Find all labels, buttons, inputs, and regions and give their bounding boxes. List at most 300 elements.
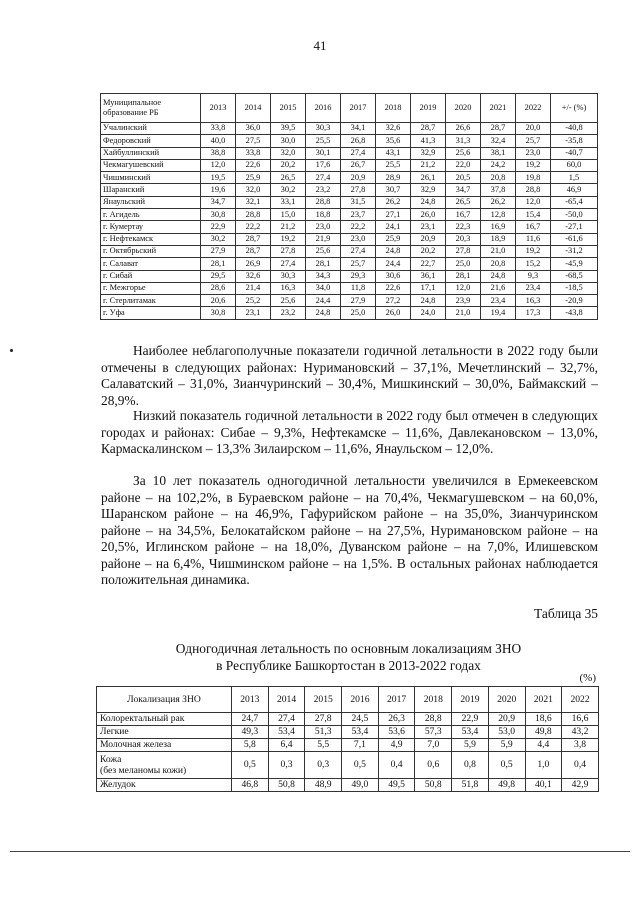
margin-dot <box>10 349 13 352</box>
mortality-value-cell: 16,3 <box>271 282 306 294</box>
table2-header-year: 2015 <box>305 687 342 713</box>
table-row <box>101 147 598 159</box>
paragraph-low-indicators <box>101 408 598 458</box>
table1-header-year: 2018 <box>376 94 411 123</box>
mortality-value-cell: 5,9 <box>452 739 489 752</box>
table-row <box>101 196 598 208</box>
footer-divider <box>10 851 630 852</box>
mortality-value-cell: 25,0 <box>341 307 376 319</box>
mortality-value-cell: 25,5 <box>306 135 341 147</box>
table1-body <box>101 123 598 320</box>
mortality-value-cell: 21,0 <box>481 245 516 257</box>
mortality-value-cell: 32,1 <box>236 196 271 208</box>
table-row <box>101 282 598 294</box>
mortality-value-cell: 0,4 <box>378 752 415 779</box>
table-caption-line: Одногодичная летальность по основным локализациям ЗНО <box>175 641 522 656</box>
localization-name <box>97 752 232 779</box>
mortality-value-cell: 4,4 <box>525 739 562 752</box>
mortality-value-cell: 23,1 <box>236 307 271 319</box>
table-row <box>97 713 599 726</box>
mortality-value-cell: 23,0 <box>516 147 551 159</box>
table-label: Таблица 35 <box>534 606 598 621</box>
mortality-value-cell: 26,1 <box>411 172 446 184</box>
mortality-value-cell: 28,9 <box>376 172 411 184</box>
municipality-name: Хайбуллинский <box>101 147 201 159</box>
mortality-value-cell: 25,6 <box>271 295 306 307</box>
mortality-value-cell: 16,9 <box>481 221 516 233</box>
change-percent-cell: -40,7 <box>551 147 598 159</box>
table2-header-year: 2020 <box>488 687 525 713</box>
mortality-value-cell: 28,8 <box>516 184 551 196</box>
mortality-value-cell: 28,1 <box>306 258 341 270</box>
change-percent-cell: -18,5 <box>551 282 598 294</box>
mortality-value-cell: 22,0 <box>446 159 481 171</box>
mortality-value-cell: 28,6 <box>201 282 236 294</box>
mortality-value-cell: 30,7 <box>376 184 411 196</box>
mortality-value-cell: 23,2 <box>306 184 341 196</box>
mortality-value-cell: 26,5 <box>271 172 306 184</box>
table1-header-year: 2014 <box>236 94 271 123</box>
table2-header-year: 2016 <box>342 687 379 713</box>
mortality-value-cell: 27,5 <box>236 135 271 147</box>
mortality-by-localization-table <box>96 686 599 792</box>
mortality-value-cell: 17,3 <box>516 307 551 319</box>
mortality-value-cell: 28,8 <box>415 713 452 726</box>
change-percent-cell: -65,4 <box>551 196 598 208</box>
mortality-value-cell: 53,4 <box>452 726 489 739</box>
table2-header-year: 2017 <box>378 687 415 713</box>
mortality-value-cell: 24,8 <box>306 307 341 319</box>
mortality-value-cell: 25,9 <box>376 233 411 245</box>
table1-header-name: Муниципальное образование РБ <box>101 94 201 123</box>
mortality-value-cell: 28,8 <box>236 209 271 221</box>
mortality-value-cell: 30,6 <box>376 270 411 282</box>
mortality-value-cell: 15,4 <box>516 209 551 221</box>
table1-header-year: 2020 <box>446 94 481 123</box>
mortality-value-cell: 30,8 <box>201 209 236 221</box>
mortality-value-cell: 12,8 <box>481 209 516 221</box>
table-row <box>101 159 598 171</box>
mortality-value-cell: 12,0 <box>446 282 481 294</box>
municipality-name: Шаранский <box>101 184 201 196</box>
mortality-value-cell: 21,9 <box>306 233 341 245</box>
change-percent-cell: -20,9 <box>551 295 598 307</box>
table-row <box>97 779 599 792</box>
municipality-name: г. Уфа <box>101 307 201 319</box>
mortality-value-cell: 27,2 <box>376 295 411 307</box>
mortality-value-cell: 23,4 <box>516 282 551 294</box>
mortality-value-cell: 25,6 <box>306 245 341 257</box>
mortality-value-cell: 16,7 <box>446 209 481 221</box>
table2-header-year: 2014 <box>268 687 305 713</box>
mortality-value-cell: 49,8 <box>488 779 525 792</box>
mortality-value-cell: 25,6 <box>446 147 481 159</box>
mortality-value-cell: 19,4 <box>481 307 516 319</box>
mortality-value-cell: 26,5 <box>446 196 481 208</box>
mortality-value-cell: 20,6 <box>201 295 236 307</box>
mortality-value-cell: 17,6 <box>306 159 341 171</box>
mortality-value-cell: 33,8 <box>201 123 236 135</box>
mortality-value-cell: 23,1 <box>411 221 446 233</box>
mortality-value-cell: 23,0 <box>306 221 341 233</box>
mortality-value-cell: 23,0 <box>341 233 376 245</box>
mortality-value-cell: 20,9 <box>488 713 525 726</box>
mortality-value-cell: 12,0 <box>201 159 236 171</box>
mortality-value-cell: 53,6 <box>378 726 415 739</box>
mortality-value-cell: 24,0 <box>411 307 446 319</box>
table2-header-year: 2018 <box>415 687 452 713</box>
mortality-value-cell: 19,2 <box>516 159 551 171</box>
mortality-value-cell: 27,8 <box>341 184 376 196</box>
mortality-value-cell: 36,1 <box>411 270 446 282</box>
mortality-value-cell: 26,6 <box>446 123 481 135</box>
mortality-value-cell: 37,8 <box>481 184 516 196</box>
table-row <box>97 752 599 779</box>
mortality-value-cell: 43,2 <box>562 726 599 739</box>
table-row <box>97 739 599 752</box>
change-percent-cell: 46,9 <box>551 184 598 196</box>
mortality-value-cell: 27,1 <box>376 209 411 221</box>
mortality-value-cell: 24,5 <box>342 713 379 726</box>
mortality-value-cell: 27,8 <box>271 245 306 257</box>
municipality-name: Федоровский <box>101 135 201 147</box>
mortality-value-cell: 23,2 <box>271 307 306 319</box>
change-percent-cell: -68,5 <box>551 270 598 282</box>
mortality-value-cell: 5,8 <box>232 739 269 752</box>
localization-name-line: (без меланомы кожи) <box>100 765 187 776</box>
mortality-value-cell: 42,9 <box>562 779 599 792</box>
mortality-value-cell: 24,8 <box>376 245 411 257</box>
mortality-by-municipality-table <box>100 93 598 320</box>
mortality-value-cell: 21,6 <box>481 282 516 294</box>
mortality-value-cell: 22,6 <box>376 282 411 294</box>
mortality-value-cell: 6,4 <box>268 739 305 752</box>
mortality-value-cell: 4,9 <box>378 739 415 752</box>
mortality-value-cell: 34,1 <box>341 123 376 135</box>
municipality-name: г. Нефтекамск <box>101 233 201 245</box>
localization-name: Молочная железа <box>97 739 232 752</box>
mortality-value-cell: 0,3 <box>305 752 342 779</box>
mortality-value-cell: 32,9 <box>411 184 446 196</box>
mortality-value-cell: 36,0 <box>236 123 271 135</box>
mortality-value-cell: 24,4 <box>376 258 411 270</box>
mortality-value-cell: 24,1 <box>376 221 411 233</box>
localization-name: Желудок <box>97 779 232 792</box>
mortality-value-cell: 28,1 <box>446 270 481 282</box>
table2-header-year: 2019 <box>452 687 489 713</box>
table2-header-year: 2022 <box>562 687 599 713</box>
mortality-value-cell: 31,5 <box>341 196 376 208</box>
mortality-value-cell: 12,0 <box>516 196 551 208</box>
municipality-name: г. Межгорье <box>101 282 201 294</box>
mortality-value-cell: 25,9 <box>236 172 271 184</box>
page-number: 41 <box>313 38 327 53</box>
mortality-value-cell: 33,1 <box>271 196 306 208</box>
mortality-value-cell: 21,0 <box>446 307 481 319</box>
mortality-value-cell: 19,6 <box>201 184 236 196</box>
municipality-name: Чекмагушевский <box>101 159 201 171</box>
mortality-value-cell: 25,0 <box>446 258 481 270</box>
mortality-value-cell: 53,0 <box>488 726 525 739</box>
mortality-value-cell: 20,0 <box>516 123 551 135</box>
mortality-value-cell: 21,4 <box>236 282 271 294</box>
mortality-value-cell: 49,0 <box>342 779 379 792</box>
mortality-value-cell: 46,8 <box>232 779 269 792</box>
mortality-value-cell: 20,5 <box>446 172 481 184</box>
mortality-value-cell: 7,0 <box>415 739 452 752</box>
mortality-value-cell: 19,2 <box>516 245 551 257</box>
change-percent-cell: -45,9 <box>551 258 598 270</box>
table1-header-year: 2015 <box>271 94 306 123</box>
mortality-value-cell: 28,7 <box>236 245 271 257</box>
mortality-value-cell: 34,7 <box>446 184 481 196</box>
mortality-value-cell: 11,6 <box>516 233 551 245</box>
mortality-value-cell: 1,0 <box>525 752 562 779</box>
mortality-value-cell: 19,8 <box>516 172 551 184</box>
mortality-value-cell: 27,4 <box>341 147 376 159</box>
mortality-value-cell: 20,3 <box>446 233 481 245</box>
municipality-name: Чишминский <box>101 172 201 184</box>
table-unit: (%) <box>579 672 596 684</box>
table-row <box>101 307 598 319</box>
paragraph-text: Низкий показатель годичной летальности в 2022 году был отмечен в следующих городах и районах: Сибае – 9,3%, Нефтекамске – 11,6%, Давлекановском – 13,0%, Кармаскалинском – 13,3% Зилаирском – 11,6%, Янаульском – 12,0%. <box>101 408 598 456</box>
table-row <box>101 233 598 245</box>
mortality-value-cell: 28,7 <box>481 123 516 135</box>
localization-name-line: Кожа <box>100 753 122 765</box>
mortality-value-cell: 28,7 <box>411 123 446 135</box>
mortality-value-cell: 23,9 <box>446 295 481 307</box>
mortality-value-cell: 30,2 <box>271 184 306 196</box>
mortality-value-cell: 25,7 <box>341 258 376 270</box>
change-percent-cell: -31,2 <box>551 245 598 257</box>
mortality-value-cell: 22,9 <box>201 221 236 233</box>
table1-header-year: 2013 <box>201 94 236 123</box>
paragraph-ten-year-change <box>101 473 598 589</box>
mortality-value-cell: 24,8 <box>481 270 516 282</box>
mortality-value-cell: 5,5 <box>305 739 342 752</box>
table-row <box>101 209 598 221</box>
mortality-value-cell: 18,9 <box>481 233 516 245</box>
mortality-value-cell: 22,2 <box>236 221 271 233</box>
mortality-value-cell: 24,8 <box>411 196 446 208</box>
mortality-value-cell: 20,9 <box>411 233 446 245</box>
mortality-value-cell: 0,4 <box>562 752 599 779</box>
mortality-value-cell: 20,9 <box>341 172 376 184</box>
mortality-value-cell: 5,9 <box>488 739 525 752</box>
mortality-value-cell: 43,1 <box>376 147 411 159</box>
mortality-value-cell: 29,3 <box>341 270 376 282</box>
table2-header-name: Локализация ЗНО <box>97 687 232 713</box>
mortality-value-cell: 27,8 <box>446 245 481 257</box>
table2-header-year: 2013 <box>232 687 269 713</box>
mortality-value-cell: 24,8 <box>411 295 446 307</box>
mortality-value-cell: 27,4 <box>268 713 305 726</box>
mortality-value-cell: 30,1 <box>306 147 341 159</box>
table2-header-row <box>97 687 599 713</box>
mortality-value-cell: 28,7 <box>236 233 271 245</box>
mortality-value-cell: 33,8 <box>236 147 271 159</box>
mortality-value-cell: 49,8 <box>525 726 562 739</box>
table-row <box>101 258 598 270</box>
localization-name: Легкие <box>97 726 232 739</box>
mortality-value-cell: 21,2 <box>411 159 446 171</box>
mortality-value-cell: 27,4 <box>271 258 306 270</box>
change-percent-cell: -50,0 <box>551 209 598 221</box>
change-percent-cell: -35,8 <box>551 135 598 147</box>
table2-header-year: 2021 <box>525 687 562 713</box>
municipality-name: г. Агидель <box>101 209 201 221</box>
mortality-value-cell: 38,8 <box>201 147 236 159</box>
mortality-value-cell: 16,3 <box>516 295 551 307</box>
table-caption <box>100 641 597 674</box>
table-row <box>101 245 598 257</box>
mortality-value-cell: 20,8 <box>481 172 516 184</box>
mortality-value-cell: 30,2 <box>201 233 236 245</box>
mortality-value-cell: 30,3 <box>271 270 306 282</box>
mortality-value-cell: 30,3 <box>306 123 341 135</box>
mortality-value-cell: 41,3 <box>411 135 446 147</box>
table-row <box>101 184 598 196</box>
mortality-value-cell: 26,7 <box>341 159 376 171</box>
change-percent-cell: -40,8 <box>551 123 598 135</box>
mortality-value-cell: 40,0 <box>201 135 236 147</box>
mortality-value-cell: 9,3 <box>516 270 551 282</box>
mortality-value-cell: 49,3 <box>232 726 269 739</box>
change-percent-cell: 60,0 <box>551 159 598 171</box>
mortality-value-cell: 25,2 <box>236 295 271 307</box>
mortality-value-cell: 0,3 <box>268 752 305 779</box>
table2-body <box>97 713 599 792</box>
mortality-value-cell: 28,1 <box>201 258 236 270</box>
mortality-value-cell: 50,8 <box>415 779 452 792</box>
table-row <box>101 135 598 147</box>
mortality-value-cell: 32,0 <box>236 184 271 196</box>
mortality-value-cell: 23,7 <box>341 209 376 221</box>
mortality-value-cell: 32,0 <box>271 147 306 159</box>
mortality-value-cell: 48,9 <box>305 779 342 792</box>
mortality-value-cell: 17,1 <box>411 282 446 294</box>
mortality-value-cell: 32,4 <box>481 135 516 147</box>
mortality-value-cell: 40,1 <box>525 779 562 792</box>
table-row <box>101 295 598 307</box>
municipality-name: Учалинский <box>101 123 201 135</box>
mortality-value-cell: 0,5 <box>232 752 269 779</box>
mortality-value-cell: 31,3 <box>446 135 481 147</box>
mortality-value-cell: 20,8 <box>481 258 516 270</box>
paragraph-text: За 10 лет показатель одногодичной летальности увеличился в Ермекеевском районе – на 102,2%, в Бураевском районе – на 70,4%, Чекмагушевском – на 60,0%, Шаранском районе – на 46,9%, Гафурийском районе – на 35,0%, Зианчуринском районе – на 34,5%, Белокатайском районе – на 27,5%, Нуримановском районе – на 20,5%, Иглинском районе – на 18,0%, Дуванском районе – на 7,0%, Илишевском районе – на 6,4%, Чишминском районе – на 1,5%. В остальных районах наблюдается положительная динамика. <box>101 473 598 587</box>
mortality-value-cell: 34,7 <box>201 196 236 208</box>
mortality-value-cell: 15,2 <box>516 258 551 270</box>
mortality-value-cell: 20,2 <box>411 245 446 257</box>
municipality-name: г. Кумертау <box>101 221 201 233</box>
mortality-value-cell: 30,8 <box>201 307 236 319</box>
mortality-value-cell: 0,8 <box>452 752 489 779</box>
table-row <box>97 726 599 739</box>
table1-header-year: 2019 <box>411 94 446 123</box>
mortality-value-cell: 0,5 <box>488 752 525 779</box>
mortality-value-cell: 35,6 <box>376 135 411 147</box>
table1-header-year: 2022 <box>516 94 551 123</box>
municipality-name: г. Стерлитамак <box>101 295 201 307</box>
mortality-value-cell: 26,0 <box>376 307 411 319</box>
mortality-value-cell: 0,5 <box>342 752 379 779</box>
mortality-value-cell: 21,2 <box>271 221 306 233</box>
mortality-value-cell: 23,4 <box>481 295 516 307</box>
table-caption-line: в Республике Башкортостан в 2013-2022 годах <box>216 657 481 673</box>
table-row <box>101 221 598 233</box>
mortality-value-cell: 18,8 <box>306 209 341 221</box>
table1-header-year: 2017 <box>341 94 376 123</box>
mortality-value-cell: 27,8 <box>305 713 342 726</box>
mortality-value-cell: 19,2 <box>271 233 306 245</box>
mortality-value-cell: 0,6 <box>415 752 452 779</box>
municipality-name: г. Салават <box>101 258 201 270</box>
mortality-value-cell: 15,0 <box>271 209 306 221</box>
paragraph-worst-indicators <box>101 343 598 409</box>
table-row <box>101 270 598 282</box>
table1-header-change: +/- (%) <box>551 94 598 123</box>
change-percent-cell: -43,8 <box>551 307 598 319</box>
mortality-value-cell: 34,0 <box>306 282 341 294</box>
mortality-value-cell: 11,8 <box>341 282 376 294</box>
municipality-name: г. Сибай <box>101 270 201 282</box>
table-row <box>101 172 598 184</box>
mortality-value-cell: 27,4 <box>341 245 376 257</box>
mortality-value-cell: 16,6 <box>562 713 599 726</box>
mortality-value-cell: 22,6 <box>236 159 271 171</box>
municipality-name: Янаульский <box>101 196 201 208</box>
mortality-value-cell: 20,2 <box>271 159 306 171</box>
mortality-value-cell: 57,3 <box>415 726 452 739</box>
mortality-value-cell: 22,9 <box>452 713 489 726</box>
mortality-value-cell: 29,5 <box>201 270 236 282</box>
mortality-value-cell: 39,5 <box>271 123 306 135</box>
mortality-value-cell: 16,7 <box>516 221 551 233</box>
municipality-name: г. Октябрьский <box>101 245 201 257</box>
mortality-value-cell: 28,8 <box>306 196 341 208</box>
localization-name: Колоректальный рак <box>97 713 232 726</box>
mortality-value-cell: 26,3 <box>378 713 415 726</box>
mortality-value-cell: 53,4 <box>268 726 305 739</box>
change-percent-cell: -61,6 <box>551 233 598 245</box>
mortality-value-cell: 49,5 <box>378 779 415 792</box>
mortality-value-cell: 51,8 <box>452 779 489 792</box>
mortality-value-cell: 24,7 <box>232 713 269 726</box>
mortality-value-cell: 51,3 <box>305 726 342 739</box>
mortality-value-cell: 34,3 <box>306 270 341 282</box>
mortality-value-cell: 26,2 <box>376 196 411 208</box>
mortality-value-cell: 30,0 <box>271 135 306 147</box>
mortality-value-cell: 32,6 <box>376 123 411 135</box>
change-percent-cell: -27,1 <box>551 221 598 233</box>
mortality-value-cell: 27,9 <box>201 245 236 257</box>
mortality-value-cell: 38,1 <box>481 147 516 159</box>
mortality-value-cell: 26,9 <box>236 258 271 270</box>
mortality-value-cell: 24,4 <box>306 295 341 307</box>
mortality-value-cell: 25,5 <box>376 159 411 171</box>
mortality-value-cell: 26,0 <box>411 209 446 221</box>
mortality-value-cell: 7,1 <box>342 739 379 752</box>
mortality-value-cell: 26,8 <box>341 135 376 147</box>
paragraph-text: Наиболее неблагополучные показатели годичной летальности в 2022 году были отмечены в следующих районах: Нуримановский – 37,1%, Мечетлинский – 32,7%, Салаватский – 31,0%, Зианчуринский – 30,4%, Мишкинский – 30,0%, Баймакский – 28,9%. <box>101 343 598 408</box>
mortality-value-cell: 22,3 <box>446 221 481 233</box>
mortality-value-cell: 22,2 <box>341 221 376 233</box>
mortality-value-cell: 25,7 <box>516 135 551 147</box>
mortality-value-cell: 22,7 <box>411 258 446 270</box>
mortality-value-cell: 3,8 <box>562 739 599 752</box>
mortality-value-cell: 24,2 <box>481 159 516 171</box>
table1-header-year: 2021 <box>481 94 516 123</box>
